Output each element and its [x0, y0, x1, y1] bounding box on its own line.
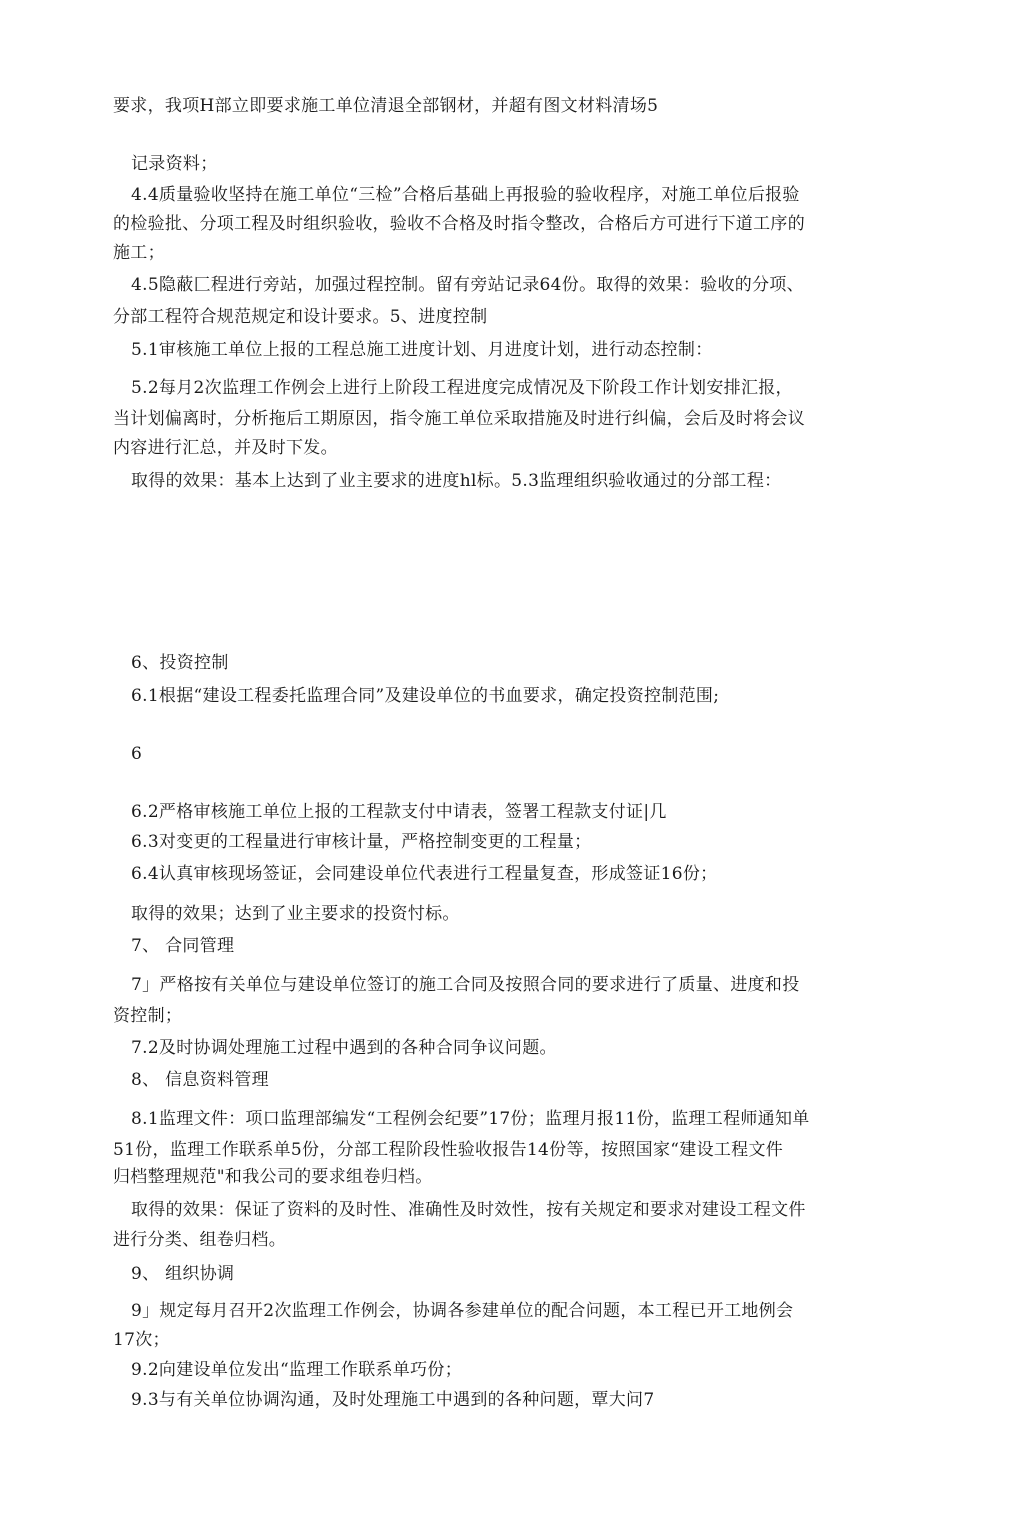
section-heading: 8、 信息资料管理 [131, 1070, 269, 1090]
text-line: 6.1根据“建设工程委托监理合同”及建设单位的书血要求，确定投资控制范围; [131, 686, 720, 706]
text-line: 7.2及时协调处理施工过程中遇到的各种合同争议问题。 [131, 1038, 557, 1058]
text-line: 5.1审核施工单位上报的工程总施工进度计划、月进度计划，进行动态控制： [131, 340, 713, 360]
text-line: 记录资料； [131, 154, 218, 174]
text-line: 8.1监理文件：项口监理部编发“工程例会纪要”17份；监理月报11份，监理工程师通知单 [131, 1109, 810, 1129]
text-line: 取得的效果：基本上达到了业主要求的进度hl标。5.3监理组织验收通过的分部工程： [131, 471, 782, 491]
text-line: 17次； [113, 1330, 170, 1350]
text-line: 取得的效果；达到了业主要求的投资忖标。 [131, 904, 460, 924]
text-line: 5.2每月2次监理工作例会上进行上阶段工程进度完成情况及下阶段工作计划安排汇报， [131, 378, 793, 398]
text-line: 资控制； [113, 1006, 183, 1026]
section-heading: 9、 组织协调 [131, 1264, 235, 1284]
text-line: 9.3与有关单位协调沟通，及时处理施工中遇到的各种问题，覃大问7 [131, 1390, 655, 1410]
text-line: 6.4认真审核现场签证，会同建设单位代表进行工程量复查，形成签证16份； [131, 864, 718, 884]
text-line: 4.4质量验收坚持在施工单位“三检”合格后基础上再报验的验收程序，对施工单位后报验 [131, 185, 800, 205]
section-heading: 6、投资控制 [131, 653, 229, 673]
text-line: 6.2严格审核施工单位上报的工程款支付中请表，签署工程款支付证|几 [131, 802, 667, 822]
section-heading: 7、 合同管理 [131, 936, 235, 956]
text-line: 内容进行汇总，并及时下发。 [113, 438, 338, 458]
page-number: 6 [131, 744, 143, 764]
text-line: 9」规定每月召开2次监理工作例会，协调各参建单位的配合问题，本工程已开工地例会 [131, 1301, 794, 1321]
text-line: 51份，监理工作联系单5份，分部工程阶段性验收报告14份等，按照国家“建设工程文件 [113, 1140, 784, 1160]
text-line: 6.3对变更的工程量进行审核计量，严格控制变更的工程量； [131, 832, 592, 852]
text-line: 4.5隐蔽匚程进行旁站，加强过程控制。留有旁站记录64份。取得的效果：验收的分项、 [131, 275, 804, 295]
text-line: 分部工程符合规范规定和设计要求。5、进度控制 [113, 307, 488, 327]
text-line: 要求，我项H部立即要求施工单位清退全部钢材，并超有图文材料清场5 [113, 96, 659, 116]
text-line: 归档整理规范"和我公司的要求组卷归档。 [113, 1167, 433, 1187]
text-line: 取得的效果：保证了资料的及时性、准确性及时效性，按有关规定和要求对建设工程文件 [131, 1200, 806, 1220]
text-line: 的检验批、分项工程及时组织验收，验收不合格及时指令整改，合格后方可进行下道工序的 [113, 214, 805, 234]
text-line: 施工； [113, 243, 165, 263]
text-line: 7」严格按有关单位与建设单位签订的施工合同及按照合同的要求进行了质量、进度和投 [131, 975, 800, 995]
text-line: 9.2向建设单位发出“监理工作联系单巧份； [131, 1360, 463, 1380]
text-line: 当计划偏离时，分析拖后工期原因，指令施工单位采取措施及时进行纠偏，会后及时将会议 [113, 409, 805, 429]
text-line: 进行分类、组卷归档。 [113, 1230, 286, 1250]
